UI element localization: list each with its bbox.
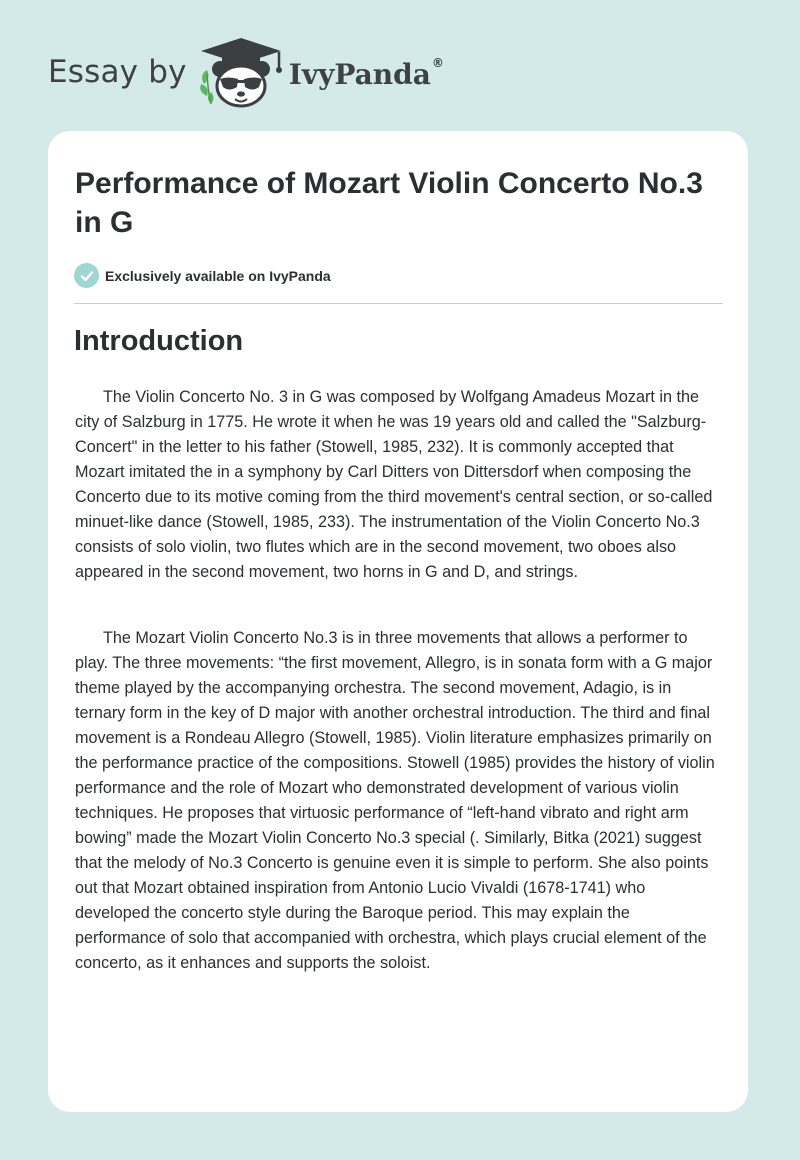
- brand-name: IvyPanda: [288, 57, 431, 91]
- check-circle-icon: [74, 263, 99, 288]
- essay-by-label: Essay by: [48, 54, 187, 90]
- exclusive-label: Exclusively available on IvyPanda: [105, 267, 331, 284]
- site-header: [48, 34, 444, 110]
- section-heading: Introduction: [74, 325, 244, 357]
- registered-mark: ®: [431, 56, 444, 70]
- panda-graduate-logo-icon: [195, 34, 287, 110]
- paragraph-2: The Mozart Violin Concerto No.3 is in three movements that allows a performer to play. The three movements: “the first movement, Allegro, is in sonata form with a G major theme played by the accompanying orchestra. The second movement, Adagio, is in ternary form in the key of D major with another orchestral introduction. The third and final movement is a Rondeau Allegro (Stowell, 1985). Violin literature emphasizes primarily on the performance practice of the compositions. Stowell (1985) provides the history of violin performance and the role of Mozart who demonstrated development of various violin techniques. He proposes that virtuosic performance of “left-hand vibrato and right arm bowing” made the Mozart Violin Concerto No.3 special (. Similarly, Bitka (2021) suggest that the melody of No.3 Concerto is genuine even it is simple to perform. She also points out that Mozart obtained inspiration from Antonio Lucio Vivaldi (1678-1741) who developed the concerto style during the Baroque period. This may explain the performance of solo that accompanied with orchestra, which plays crucial element of the concerto, as it enhances and supports the soloist.: [75, 629, 715, 972]
- paragraph-1: The Violin Concerto No. 3 in G was composed by Wolfgang Amadeus Mozart in the city of Salzburg in 1775. He wrote it when he was 19 years old and called the "Salzburg-Concert" in the letter to his father (Stowell, 1985, 232). It is commonly accepted that Mozart imitated the in a symphony by Carl Ditters von Dittersdorf when composing the Concerto due to its motive coming from the third movement's central section, or so-called minuet-like dance (Stowell, 1985, 233). The instrumentation of the Violin Concerto No.3 consists of solo violin, two flutes which are in the second movement, two oboes also appeared in the second movement, two horns in G and D, and strings.: [75, 388, 713, 581]
- title-divider: [74, 303, 723, 304]
- exclusive-badge: [74, 263, 331, 288]
- page-title: Performance of Mozart Violin Concerto No.3 in G: [75, 167, 703, 239]
- article-card: [48, 131, 748, 1112]
